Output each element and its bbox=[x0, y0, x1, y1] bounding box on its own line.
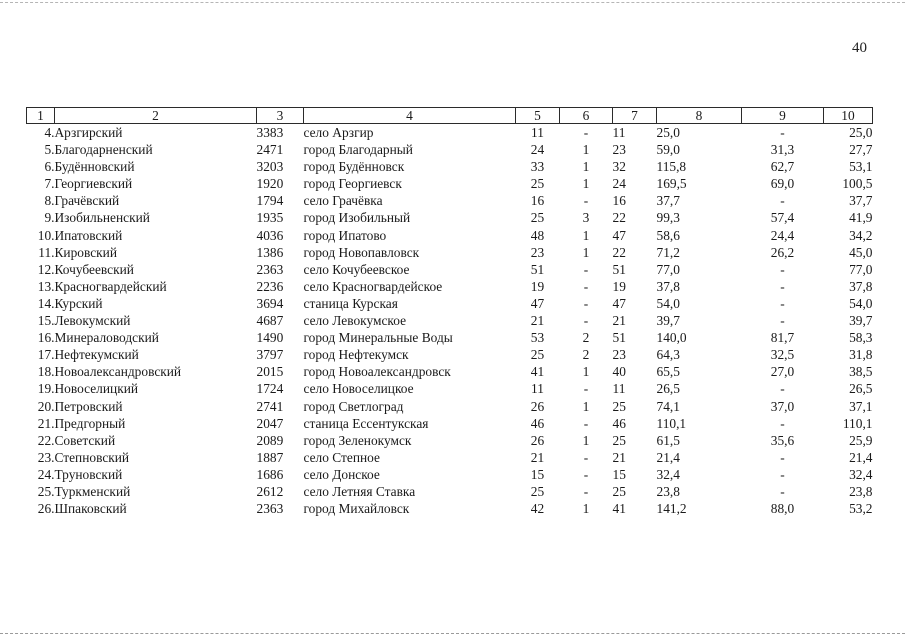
scan-edge-bottom bbox=[0, 633, 905, 634]
district-cell: Изобильненский bbox=[54, 210, 150, 226]
col9-cell: 37,0 bbox=[770, 398, 795, 414]
row-number-cell: 10. bbox=[37, 227, 55, 243]
header-row bbox=[27, 108, 873, 124]
col8-cell: 64,3 bbox=[656, 347, 680, 363]
col9-cell: - bbox=[780, 261, 785, 277]
row-number-cell: 20. bbox=[37, 398, 55, 414]
admin-center-cell: село Летняя Ставка bbox=[303, 483, 416, 499]
col6-cell: - bbox=[583, 449, 589, 465]
col8-cell: 77,0 bbox=[656, 261, 680, 277]
district-cell: Труновский bbox=[54, 466, 123, 482]
col6-cell: - bbox=[583, 466, 589, 482]
col6-cell: 1 bbox=[582, 432, 590, 448]
col8-cell: 26,5 bbox=[656, 381, 680, 397]
col6-cell: - bbox=[583, 278, 589, 294]
admin-center-cell: село Новоселицкое bbox=[303, 381, 414, 397]
district-cell: Минераловодский bbox=[54, 330, 159, 346]
admin-center-cell: станица Ессентукская bbox=[303, 415, 429, 431]
col7-cell: 25 bbox=[612, 432, 626, 448]
column-header: 2 bbox=[55, 108, 257, 124]
col5-cell: 46 bbox=[530, 415, 545, 431]
col8-cell: 61,5 bbox=[656, 432, 680, 448]
col6-cell: - bbox=[583, 295, 589, 311]
col5-cell: 41 bbox=[530, 364, 545, 380]
col10-cell: 31,8 bbox=[849, 347, 873, 363]
col8-cell: 21,4 bbox=[656, 449, 680, 465]
col9-cell: 31,3 bbox=[770, 142, 795, 158]
table-row bbox=[27, 312, 873, 329]
col7-cell: 19 bbox=[612, 278, 626, 294]
row-number-cell: 19. bbox=[37, 381, 55, 397]
row-number-cell: 24. bbox=[37, 466, 55, 482]
district-cell: Нефтекумский bbox=[54, 347, 139, 363]
admin-center-cell: город Михайловск bbox=[303, 501, 410, 517]
col9-cell: 32,5 bbox=[770, 347, 795, 363]
col7-cell: 22 bbox=[612, 244, 626, 260]
district-cell: Грачёвский bbox=[54, 193, 120, 209]
col5-cell: 23 bbox=[530, 244, 545, 260]
table-row bbox=[27, 398, 873, 415]
district-cell: Степновский bbox=[54, 449, 130, 465]
district-cell: Шпаковский bbox=[54, 501, 127, 517]
admin-center-cell: город Георгиевск bbox=[303, 176, 402, 192]
col6-cell: 2 bbox=[582, 330, 590, 346]
row-number-cell: 8. bbox=[44, 193, 55, 209]
col5-cell: 26 bbox=[530, 398, 545, 414]
col7-cell: 22 bbox=[612, 210, 626, 226]
table-row bbox=[27, 415, 873, 432]
admin-center-cell: город Минеральные Воды bbox=[303, 330, 453, 346]
data-table bbox=[26, 107, 873, 517]
col5-cell: 25 bbox=[530, 176, 545, 192]
col5-cell: 25 bbox=[530, 483, 545, 499]
col3-cell: 4687 bbox=[256, 313, 284, 329]
col8-cell: 37,8 bbox=[656, 278, 680, 294]
col8-cell: 115,8 bbox=[656, 159, 687, 175]
row-number-cell: 18. bbox=[37, 364, 55, 380]
col6-cell: 1 bbox=[582, 501, 590, 517]
col5-cell: 16 bbox=[530, 193, 545, 209]
district-cell: Кировский bbox=[54, 244, 118, 260]
col7-cell: 47 bbox=[612, 227, 626, 243]
page-number: 40 bbox=[852, 40, 867, 56]
col5-cell: 47 bbox=[530, 295, 545, 311]
admin-center-cell: город Новоалександровск bbox=[303, 364, 451, 380]
col7-cell: 46 bbox=[612, 415, 626, 431]
column-header: 10 bbox=[824, 108, 873, 124]
table-body bbox=[27, 124, 873, 518]
col6-cell: - bbox=[583, 193, 589, 209]
table-row bbox=[27, 500, 873, 517]
col3-cell: 2015 bbox=[256, 364, 284, 380]
row-number-cell: 4. bbox=[44, 125, 55, 140]
column-header: 1 bbox=[27, 108, 55, 124]
col9-cell: - bbox=[780, 125, 785, 140]
col7-cell: 25 bbox=[612, 398, 626, 414]
col9-cell: - bbox=[780, 313, 785, 329]
district-cell: Курский bbox=[54, 295, 103, 311]
district-cell: Левокумский bbox=[54, 313, 131, 329]
admin-center-cell: город Светлоград bbox=[303, 398, 404, 414]
col10-cell: 37,7 bbox=[849, 193, 873, 209]
admin-center-cell: город Нефтекумск bbox=[303, 347, 409, 363]
row-number-cell: 5. bbox=[44, 142, 55, 158]
col6-cell: - bbox=[583, 415, 589, 431]
col5-cell: 24 bbox=[530, 142, 545, 158]
col10-cell: 110,1 bbox=[842, 415, 873, 431]
row-number-cell: 11. bbox=[38, 244, 55, 260]
col5-cell: 15 bbox=[530, 466, 545, 482]
admin-center-cell: село Кочубеевское bbox=[303, 261, 410, 277]
col8-cell: 141,2 bbox=[656, 501, 687, 517]
scan-edge-top bbox=[0, 2, 905, 3]
district-cell: Красногвардейский bbox=[54, 278, 167, 294]
row-number-cell: 26. bbox=[37, 501, 55, 517]
col5-cell: 11 bbox=[531, 381, 544, 397]
col8-cell: 169,5 bbox=[656, 176, 687, 192]
col3-cell: 1935 bbox=[256, 210, 284, 226]
col10-cell: 27,7 bbox=[849, 142, 873, 158]
column-header: 6 bbox=[560, 108, 613, 124]
admin-center-cell: город Новопавловск bbox=[303, 244, 420, 260]
col3-cell: 2047 bbox=[256, 415, 284, 431]
admin-center-cell: город Зеленокумск bbox=[303, 432, 412, 448]
col8-cell: 140,0 bbox=[656, 330, 687, 346]
col5-cell: 48 bbox=[530, 227, 545, 243]
col3-cell: 1686 bbox=[256, 466, 284, 482]
col9-cell: - bbox=[780, 449, 785, 465]
col9-cell: - bbox=[780, 278, 785, 294]
col9-cell: 62,7 bbox=[770, 159, 795, 175]
col5-cell: 21 bbox=[530, 313, 545, 329]
district-cell: Кочубеевский bbox=[54, 261, 134, 277]
col6-cell: - bbox=[583, 313, 589, 329]
col9-cell: - bbox=[780, 295, 785, 311]
col5-cell: 21 bbox=[530, 449, 545, 465]
col6-cell: 1 bbox=[582, 176, 590, 192]
table-row bbox=[27, 192, 873, 209]
table-row bbox=[27, 244, 873, 261]
col5-cell: 25 bbox=[530, 347, 545, 363]
col9-cell: 35,6 bbox=[770, 432, 795, 448]
table-row bbox=[27, 449, 873, 466]
col5-cell: 11 bbox=[531, 125, 544, 140]
col10-cell: 37,8 bbox=[849, 278, 873, 294]
col3-cell: 2089 bbox=[256, 432, 284, 448]
col7-cell: 32 bbox=[612, 159, 626, 175]
table-row bbox=[27, 380, 873, 397]
col7-cell: 51 bbox=[612, 261, 626, 277]
col10-cell: 34,2 bbox=[849, 227, 873, 243]
col10-cell: 45,0 bbox=[849, 244, 873, 260]
col6-cell: 2 bbox=[582, 347, 590, 363]
col7-cell: 25 bbox=[612, 483, 626, 499]
row-number-cell: 15. bbox=[37, 313, 55, 329]
col8-cell: 37,7 bbox=[656, 193, 680, 209]
col3-cell: 4036 bbox=[256, 227, 284, 243]
col5-cell: 25 bbox=[530, 210, 545, 226]
col9-cell: - bbox=[780, 415, 785, 431]
table-row bbox=[27, 363, 873, 380]
table-row bbox=[27, 466, 873, 483]
col7-cell: 11 bbox=[612, 381, 626, 397]
row-number-cell: 17. bbox=[37, 347, 55, 363]
row-number-cell: 9. bbox=[44, 210, 55, 226]
col3-cell: 1920 bbox=[256, 176, 284, 192]
col3-cell: 2741 bbox=[256, 398, 284, 414]
district-cell: Туркменский bbox=[54, 483, 131, 499]
col8-cell: 71,2 bbox=[656, 244, 680, 260]
col9-cell: 26,2 bbox=[770, 244, 795, 260]
col10-cell: 37,1 bbox=[849, 398, 873, 414]
col9-cell: - bbox=[780, 483, 785, 499]
col3-cell: 3383 bbox=[256, 125, 284, 140]
admin-center-cell: город Будённовск bbox=[303, 159, 405, 175]
col7-cell: 41 bbox=[612, 501, 626, 517]
col5-cell: 51 bbox=[530, 261, 545, 277]
table-row bbox=[27, 124, 873, 142]
column-header: 4 bbox=[304, 108, 516, 124]
col5-cell: 33 bbox=[530, 159, 545, 175]
col7-cell: 16 bbox=[612, 193, 626, 209]
table-row bbox=[27, 209, 873, 226]
table-row bbox=[27, 158, 873, 175]
admin-center-cell: село Донское bbox=[303, 466, 380, 482]
col9-cell: 57,4 bbox=[770, 210, 795, 226]
table-row bbox=[27, 175, 873, 192]
admin-center-cell: город Изобильный bbox=[303, 210, 411, 226]
col7-cell: 24 bbox=[612, 176, 626, 192]
col10-cell: 41,9 bbox=[849, 210, 873, 226]
col7-cell: 21 bbox=[612, 449, 626, 465]
col6-cell: - bbox=[583, 125, 589, 140]
col5-cell: 19 bbox=[530, 278, 545, 294]
col7-cell: 11 bbox=[612, 125, 626, 140]
col6-cell: 1 bbox=[582, 398, 590, 414]
district-cell: Георгиевский bbox=[54, 176, 133, 192]
table-row bbox=[27, 483, 873, 500]
col9-cell: 69,0 bbox=[770, 176, 795, 192]
col6-cell: 1 bbox=[582, 364, 590, 380]
col9-cell: - bbox=[780, 466, 785, 482]
col6-cell: 1 bbox=[582, 142, 590, 158]
col5-cell: 26 bbox=[530, 432, 545, 448]
col5-cell: 42 bbox=[530, 501, 545, 517]
column-header: 8 bbox=[657, 108, 742, 124]
col3-cell: 2471 bbox=[256, 142, 284, 158]
col9-cell: 24,4 bbox=[770, 227, 795, 243]
district-cell: Благодарненский bbox=[54, 142, 153, 158]
column-header: 5 bbox=[516, 108, 560, 124]
table-row bbox=[27, 346, 873, 363]
col7-cell: 23 bbox=[612, 347, 626, 363]
admin-center-cell: село Степное bbox=[303, 449, 380, 465]
row-number-cell: 16. bbox=[37, 330, 55, 346]
col8-cell: 59,0 bbox=[656, 142, 680, 158]
col9-cell: 81,7 bbox=[770, 330, 795, 346]
col8-cell: 23,8 bbox=[656, 483, 680, 499]
table-row bbox=[27, 227, 873, 244]
row-number-cell: 14. bbox=[37, 295, 55, 311]
admin-center-cell: село Грачёвка bbox=[303, 193, 383, 209]
col3-cell: 1386 bbox=[256, 244, 284, 260]
row-number-cell: 7. bbox=[44, 176, 55, 192]
col9-cell: - bbox=[780, 193, 785, 209]
col10-cell: 25,0 bbox=[849, 125, 873, 140]
col7-cell: 47 bbox=[612, 295, 626, 311]
row-number-cell: 23. bbox=[37, 449, 55, 465]
row-number-cell: 6. bbox=[44, 159, 55, 175]
table-row bbox=[27, 295, 873, 312]
col7-cell: 40 bbox=[612, 364, 626, 380]
col10-cell: 53,1 bbox=[849, 159, 873, 175]
admin-center-cell: город Благодарный bbox=[303, 142, 413, 158]
col8-cell: 110,1 bbox=[656, 415, 687, 431]
col6-cell: 3 bbox=[582, 210, 590, 226]
col5-cell: 53 bbox=[530, 330, 545, 346]
col6-cell: - bbox=[583, 261, 589, 277]
table-row bbox=[27, 278, 873, 295]
column-header: 9 bbox=[742, 108, 824, 124]
col8-cell: 54,0 bbox=[656, 295, 680, 311]
row-number-cell: 22. bbox=[37, 432, 55, 448]
table-row bbox=[27, 261, 873, 278]
district-cell: Арзгирский bbox=[54, 125, 123, 140]
district-cell: Предгорный bbox=[54, 415, 126, 431]
col10-cell: 77,0 bbox=[849, 261, 873, 277]
col10-cell: 53,2 bbox=[849, 501, 873, 517]
row-number-cell: 25. bbox=[37, 483, 55, 499]
table-row bbox=[27, 329, 873, 346]
admin-center-cell: село Левокумское bbox=[303, 313, 407, 329]
col3-cell: 1724 bbox=[256, 381, 284, 397]
table-row bbox=[27, 141, 873, 158]
col7-cell: 51 bbox=[612, 330, 626, 346]
district-cell: Ипатовский bbox=[54, 227, 123, 243]
col6-cell: - bbox=[583, 483, 589, 499]
col6-cell: - bbox=[583, 381, 589, 397]
col8-cell: 32,4 bbox=[656, 466, 680, 482]
col7-cell: 23 bbox=[612, 142, 626, 158]
col6-cell: 1 bbox=[582, 244, 590, 260]
col10-cell: 39,7 bbox=[849, 313, 873, 329]
col9-cell: 27,0 bbox=[770, 364, 795, 380]
col3-cell: 2236 bbox=[256, 278, 284, 294]
col8-cell: 58,6 bbox=[656, 227, 680, 243]
district-cell: Советский bbox=[54, 432, 116, 448]
col7-cell: 15 bbox=[612, 466, 626, 482]
admin-center-cell: село Красногвардейское bbox=[303, 278, 443, 294]
col10-cell: 26,5 bbox=[849, 381, 873, 397]
col3-cell: 3694 bbox=[256, 295, 284, 311]
col9-cell: 88,0 bbox=[770, 501, 795, 517]
admin-center-cell: станица Курская bbox=[303, 295, 398, 311]
col8-cell: 65,5 bbox=[656, 364, 680, 380]
col6-cell: 1 bbox=[582, 227, 590, 243]
col8-cell: 99,3 bbox=[656, 210, 680, 226]
col6-cell: 1 bbox=[582, 159, 590, 175]
col10-cell: 21,4 bbox=[849, 449, 873, 465]
row-number-cell: 21. bbox=[37, 415, 55, 431]
col10-cell: 32,4 bbox=[849, 466, 873, 482]
col3-cell: 1490 bbox=[256, 330, 284, 346]
col8-cell: 39,7 bbox=[656, 313, 680, 329]
admin-center-cell: город Ипатово bbox=[303, 227, 387, 243]
column-header: 7 bbox=[613, 108, 657, 124]
col10-cell: 54,0 bbox=[849, 295, 873, 311]
col3-cell: 1887 bbox=[256, 449, 284, 465]
col7-cell: 21 bbox=[612, 313, 626, 329]
col8-cell: 74,1 bbox=[656, 398, 680, 414]
row-number-cell: 12. bbox=[37, 261, 55, 277]
col3-cell: 3797 bbox=[256, 347, 284, 363]
table-row bbox=[27, 432, 873, 449]
col8-cell: 25,0 bbox=[656, 125, 680, 140]
col10-cell: 100,5 bbox=[842, 176, 873, 192]
col10-cell: 58,3 bbox=[849, 330, 873, 346]
col9-cell: - bbox=[780, 381, 785, 397]
district-cell: Новоалександровский bbox=[54, 364, 182, 380]
col3-cell: 3203 bbox=[256, 159, 284, 175]
col10-cell: 38,5 bbox=[849, 364, 873, 380]
col10-cell: 23,8 bbox=[849, 483, 873, 499]
district-cell: Будённовский bbox=[54, 159, 135, 175]
district-cell: Новоселицкий bbox=[54, 381, 139, 397]
col3-cell: 2363 bbox=[256, 261, 284, 277]
col3-cell: 1794 bbox=[256, 193, 284, 209]
col10-cell: 25,9 bbox=[849, 432, 873, 448]
row-number-cell: 13. bbox=[37, 278, 55, 294]
district-cell: Петровский bbox=[54, 398, 123, 414]
admin-center-cell: село Арзгир bbox=[303, 125, 374, 140]
col3-cell: 2363 bbox=[256, 501, 284, 517]
col3-cell: 2612 bbox=[256, 483, 284, 499]
column-header: 3 bbox=[257, 108, 304, 124]
